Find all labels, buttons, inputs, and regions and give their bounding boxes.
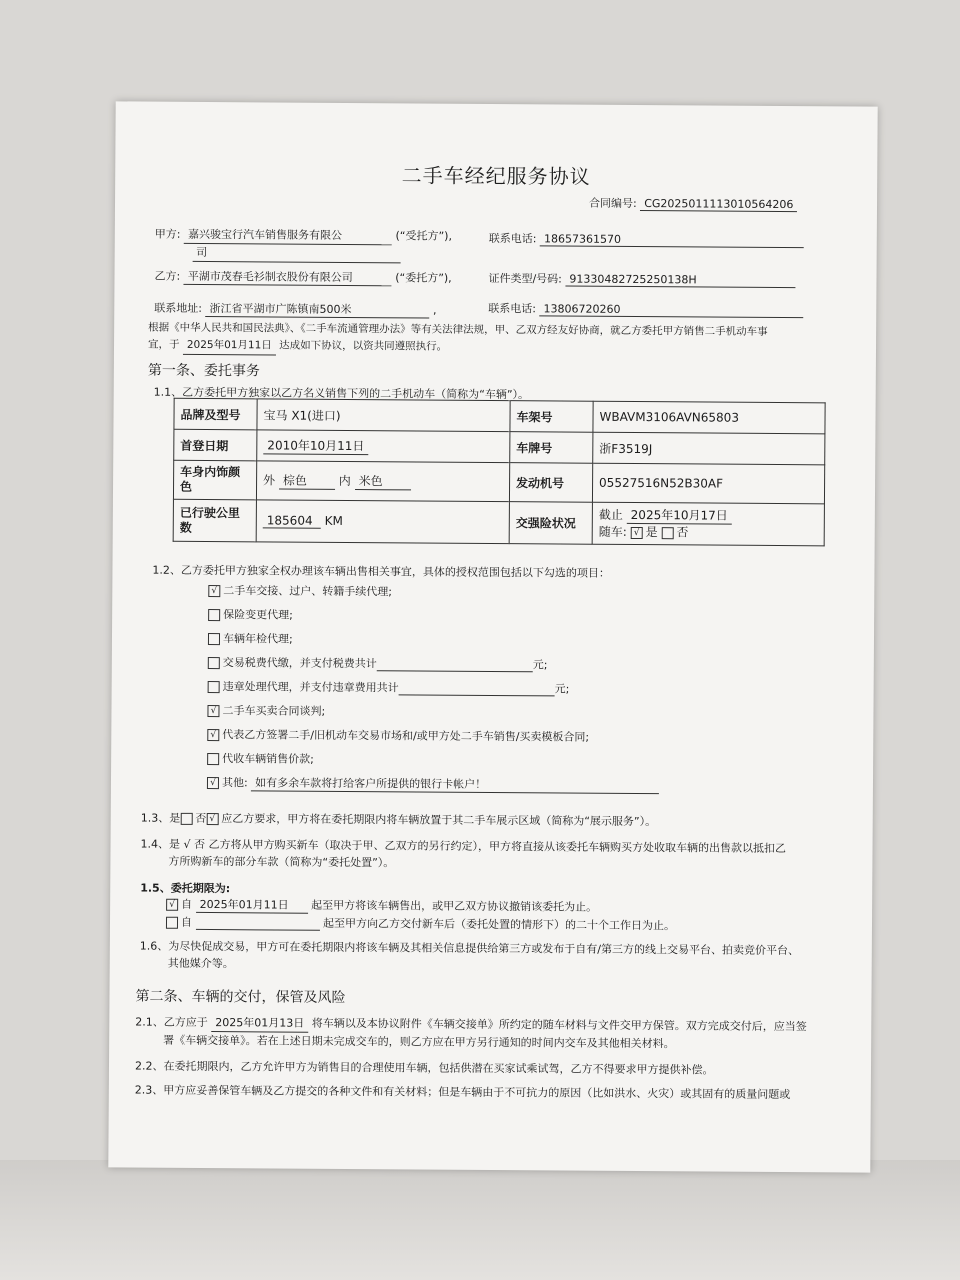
clause-2-1: 2.1、乙方应于 2025年01月13日 将车辆以及本协议附件《车辆交接单》所约定的随车材料与文件交甲方保管。双方完成交付后，应当签 署《车辆交接单》。若在上述日期未完成交车的，则乙方应在甲方另行通知的时间内交车及其他相关材料。 [135, 1015, 807, 1051]
option-checkbox [166, 917, 178, 929]
checkbox-no [661, 527, 673, 539]
clause-1-4: 1.4、是 √ 否 乙方将从甲方购买新车（取决于甲、乙双方的另行约定），甲方将直接从该委托车辆购买方处收取车辆的出售款以抵扣乙 方所购新车的部分车款（简称为“委托处置”）。 [140, 837, 787, 870]
party-b-phone: 联系电话: 13806720260 [488, 300, 803, 318]
item-checkbox [208, 633, 220, 645]
item-checkbox [208, 609, 220, 621]
option-checkbox: √ [166, 899, 178, 911]
intro-paragraph: 根据《中华人民共和国民法典》、《二手车流通管理办法》等有关法律法规，甲、乙双方经友好协商，就乙方委托甲方销售二手机动车事 宜，于 2025年01月11日 达成如下协议，以资共同遵照执行。 [148, 320, 768, 359]
checkbox-no: √ [206, 813, 218, 825]
clause-2-3: 2.3、甲方应妥善保管车辆及乙方提交的各种文件和有关材料；但是车辆由于不可抗力的原因（比如洪水、火灾）或其固有的质量问题或 [134, 1083, 791, 1102]
brand-value: 宝马 X1(进口) [257, 399, 510, 432]
party-a-phone: 联系电话: 18657361570 [489, 230, 804, 248]
list-item: √ 其他: 如有多余车款将打给客户所提供的银行卡帐户！ [207, 774, 659, 801]
engine-label: 发动机号 [509, 463, 592, 503]
contract-number: 合同编号: CG2025011113010564206 [589, 195, 798, 212]
item-checkbox: √ [207, 729, 219, 741]
vin-label: 车架号 [510, 401, 593, 433]
authorization-list [207, 582, 661, 801]
list-item: 保险变更代理; [208, 606, 660, 633]
background-surface [0, 1160, 960, 1280]
reg-date-value: 2010年10月11日 [257, 430, 510, 463]
table-row [174, 429, 825, 465]
list-item: 车辆年检代理; [208, 630, 660, 657]
item-checkbox: √ [208, 585, 220, 597]
clause-1-5-option-2: 自 起至甲方向乙方交付新车后（委托处置的情形下）的二十个工作日为止。 [166, 914, 675, 934]
party-b-address: 联系地址: 浙江省平湖市广陈镇南500米 , [154, 301, 437, 317]
section-1-heading: 第一条、委托事务 [147, 362, 260, 380]
clause-1-5-title: 1.5、委托期限为: [140, 881, 231, 896]
clause-1-6: 1.6、为尽快促成交易，甲方可在委托期限内将该车辆及其相关信息提供给第三方或发布于自有/第三方的线上交易平台、拍卖竞价平台、 其他媒介等。 [139, 939, 800, 971]
item-checkbox: √ [207, 777, 219, 789]
list-item: √ 二手车交接、过户、转籍手续代理; [208, 582, 660, 609]
clause-2-2: 2.2、在委托期限内，乙方允许甲方为销售目的合理使用车辆，包括供潜在买家试乘试驾，乙方不得要求甲方提供补偿。 [134, 1059, 714, 1077]
item-checkbox: √ [207, 705, 219, 717]
document-title: 二手车经纪服务协议 [401, 163, 591, 189]
checkbox-yes [180, 813, 192, 825]
vehicle-table [173, 398, 826, 547]
item-checkbox [207, 753, 219, 765]
party-a: 甲方: 嘉兴骏宝行汽车销售服务有限公 (“受托方”), 司 [155, 226, 452, 264]
color-label: 车身内饰颜 色 [173, 460, 256, 500]
plate-label: 车牌号 [510, 432, 593, 464]
list-item: 违章处理代理，并支付违章费用共计 元; [208, 678, 660, 705]
clause-1-5-option-1: √ 自 2025年01月11日 起至甲方将该车辆售出，或甲乙双方协议撤销该委托为止。 [166, 896, 597, 916]
mileage-value: 185604 KM [256, 500, 509, 544]
table-row [173, 499, 824, 546]
brand-label: 品牌及型号 [174, 398, 257, 430]
engine-value: 05527516N52B30AF [592, 463, 824, 504]
table-row [173, 460, 824, 504]
party-b: 乙方: 平湖市茂春毛衫制衣股份有限公司 (“委托方”), [154, 269, 452, 285]
checkbox-yes: √ [631, 526, 643, 538]
clause-1-3: 1.3、是 否 √ 应乙方要求，甲方将在委托期限内将车辆放置于其二手车展示区域（简称为“展示服务”）。 [140, 811, 657, 829]
item-checkbox [208, 681, 220, 693]
reg-date-label: 首登日期 [174, 429, 257, 461]
list-item: 代收车辆销售价款; [207, 750, 659, 777]
list-item: √ 二手车买卖合同谈判; [207, 702, 659, 729]
vin-value: WBAVM3106AVN65803 [593, 401, 825, 434]
color-value: 外 棕色 内 米色 [256, 461, 509, 502]
insurance-value: 截止 2025年10月17日 随车: √ 是 否 [592, 502, 824, 546]
document-page [108, 101, 877, 1172]
list-item: 交易税费代缴，并支付税费共计 元; [208, 654, 660, 681]
mileage-label: 已行驶公里 数 [173, 499, 256, 542]
clause-1-2: 1.2、乙方委托甲方独家全权办理该车辆出售相关事宜，具体的授权范围包括以下勾选的项目： [152, 563, 610, 580]
list-item: √ 代表乙方签署二手/旧机动车交易市场和/或甲方处二手车销售/买卖模板合同; [207, 726, 659, 753]
party-b-id: 证件类型/号码: 91330482725250138H [488, 270, 795, 288]
table-row [174, 398, 825, 434]
item-checkbox [208, 657, 220, 669]
clause-1-1: 1.1、乙方委托甲方独家以乙方名义销售下列的二手机动车（简称为“车辆”）。 [153, 385, 530, 402]
section-2-heading: 第二条、车辆的交付，保管及风险 [135, 988, 346, 1006]
insurance-label: 交强险状况 [509, 502, 592, 545]
plate-value: 浙F3519J [593, 432, 825, 465]
